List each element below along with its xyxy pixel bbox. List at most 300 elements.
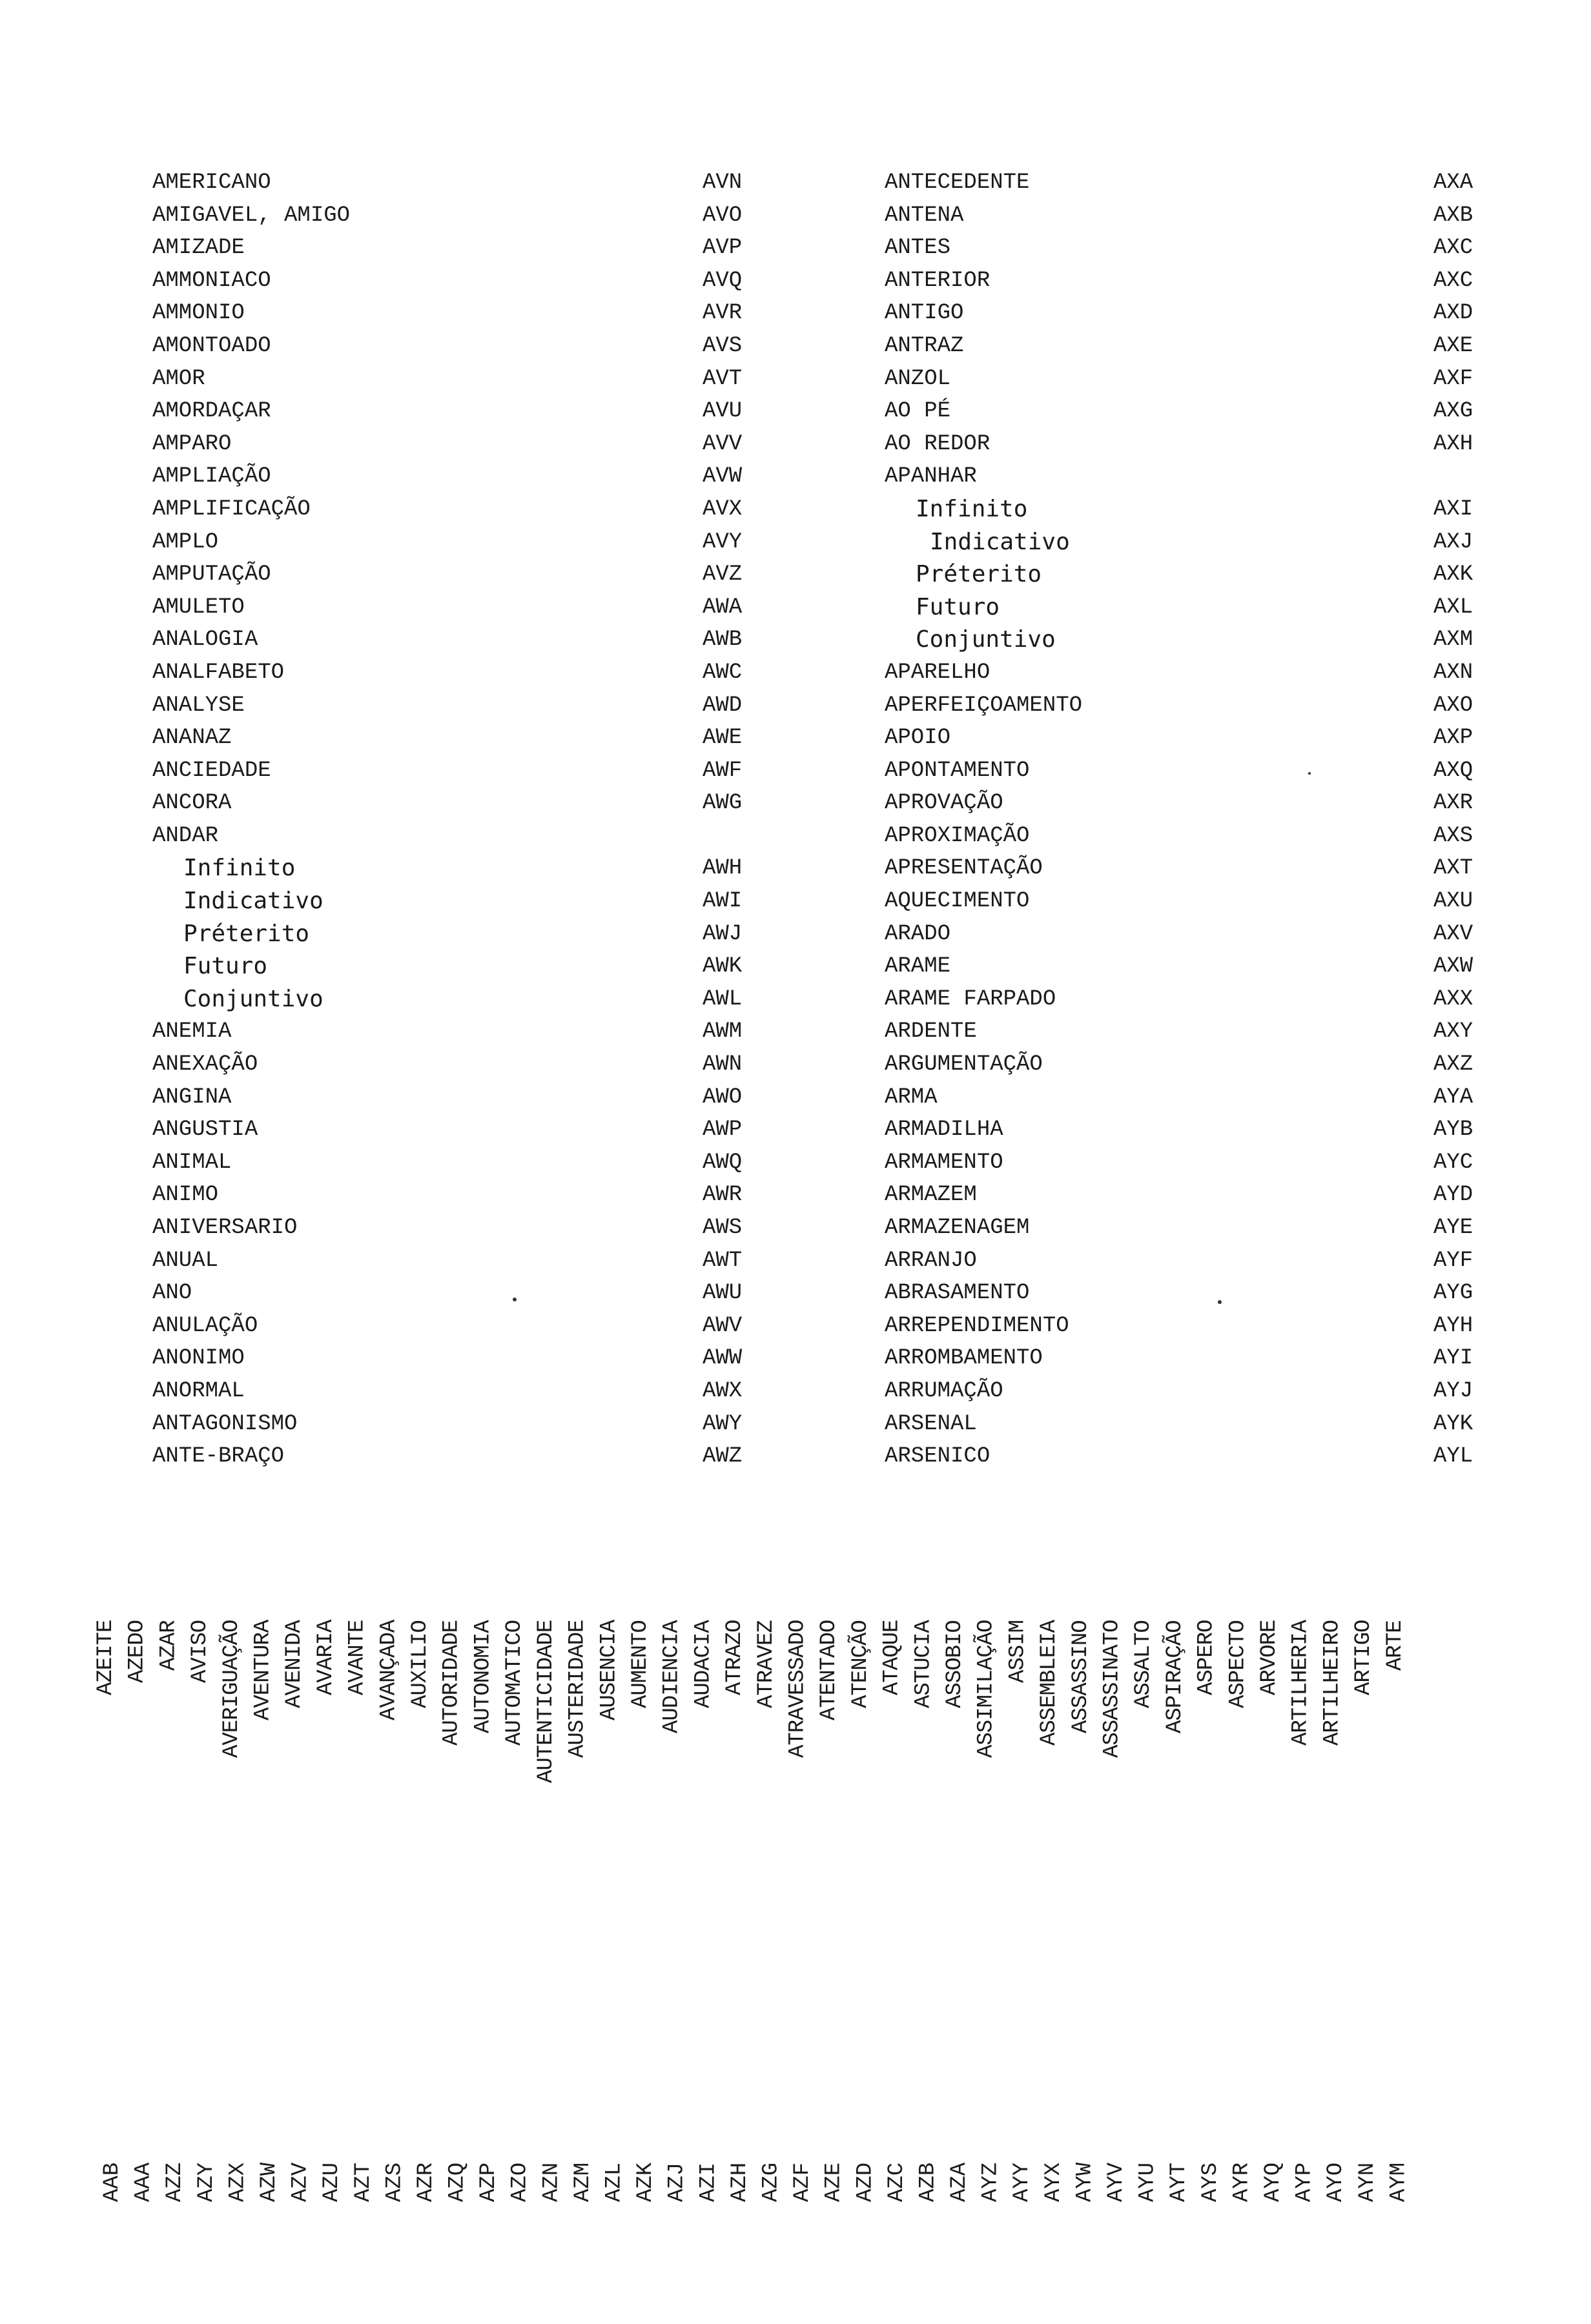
entry-row: [152, 1015, 798, 1048]
entry-code: AYL: [1433, 1444, 1473, 1469]
entry-code: AXY: [1433, 1019, 1473, 1045]
rotated-word: AVARIA: [313, 1620, 338, 1696]
rotated-code: AZE: [821, 2163, 847, 2203]
rotated-code: AZA: [947, 2163, 972, 2203]
entry-word: AMPLO: [152, 529, 219, 555]
entry-code: AWZ: [703, 1444, 743, 1469]
rotated-code: AZR: [413, 2163, 438, 2203]
rotated-code: AYU: [1135, 2163, 1160, 2203]
entry-code: AXS: [1433, 823, 1473, 848]
entry-word: ANIMO: [152, 1183, 219, 1208]
entry-row: [885, 1081, 1530, 1114]
entry-row: [885, 297, 1530, 330]
entry-code: AYA: [1433, 1085, 1473, 1110]
entry-row: [152, 1179, 798, 1212]
entry-word: AMOR: [152, 366, 205, 391]
entry-word: Préterito: [916, 561, 1042, 588]
ink-speck: [513, 1298, 517, 1301]
entry-word: ANTAGONISMO: [152, 1411, 298, 1436]
entry-code: AXB: [1433, 203, 1473, 228]
entry-word: AMULETO: [152, 595, 245, 620]
entry-word: ARGUMENTAÇÃO: [885, 1052, 1043, 1077]
entry-row: [152, 558, 798, 591]
entry-code: AWT: [703, 1248, 743, 1273]
entry-word: APONTAMENTO: [885, 758, 1030, 783]
entry-word: ARMA: [885, 1085, 938, 1110]
entry-row: [152, 167, 798, 199]
entry-code: AVO: [703, 203, 743, 228]
rotated-word: ATENTADO: [817, 1620, 842, 1721]
entry-code: AYI: [1433, 1346, 1473, 1371]
entry-code: AWE: [703, 726, 743, 751]
entry-word: ARROMBAMENTO: [885, 1346, 1043, 1371]
entry-code: AXM: [1433, 627, 1473, 653]
rotated-word: ASPERO: [1194, 1620, 1219, 1696]
entry-word: ARAME FARPADO: [885, 986, 1056, 1012]
entry-word: ANONIMO: [152, 1346, 245, 1371]
rotated-code: AZT: [351, 2163, 376, 2203]
entry-row: [885, 1408, 1530, 1441]
entry-code: AWN: [703, 1052, 743, 1077]
rotated-code: AYM: [1386, 2163, 1411, 2203]
rotated-word: ATRAVEZ: [754, 1620, 779, 1708]
entry-word: ARREPENDIMENTO: [885, 1313, 1069, 1338]
entry-row: [152, 755, 798, 788]
entry-code: AWG: [703, 791, 743, 816]
entry-code: AVT: [703, 366, 743, 391]
entry-word: AMONTOADO: [152, 333, 271, 358]
rotated-word: AVERIGUAÇÃO: [219, 1620, 244, 1758]
entry-row: [885, 787, 1530, 820]
entry-row: [885, 689, 1530, 722]
rotated-code: AYZ: [978, 2163, 1003, 2203]
entry-word: AMMONIO: [152, 301, 245, 326]
entry-code: AYG: [1433, 1281, 1473, 1306]
entry-word: APROVAÇÃO: [885, 791, 1003, 816]
entry-word: AMPLIAÇÃO: [152, 464, 271, 489]
entry-code: AVZ: [703, 562, 743, 587]
entry-code: AXE: [1433, 333, 1473, 358]
entry-code: AWU: [703, 1281, 743, 1306]
rotated-code: AZB: [916, 2163, 941, 2203]
entry-code: AXC: [1433, 236, 1473, 261]
entry-row: [152, 787, 798, 820]
entry-word: APROXIMAÇÃO: [885, 823, 1030, 848]
rotated-word: ATENÇÃO: [848, 1620, 873, 1708]
entry-row: [152, 1277, 798, 1310]
entry-code: AVX: [703, 496, 743, 522]
entry-word: Conjuntivo: [916, 626, 1056, 653]
entry-row: [152, 624, 798, 657]
rotated-code: AAB: [100, 2163, 125, 2203]
rotated-code: AZS: [382, 2163, 407, 2203]
entry-code: AXQ: [1433, 758, 1473, 783]
entry-code: AVY: [703, 529, 743, 555]
entry-word: Futuro: [916, 593, 1000, 620]
entry-row: [152, 1342, 798, 1375]
rotated-code: AYV: [1104, 2163, 1129, 2203]
entry-row: [152, 1375, 798, 1408]
entry-word: ANZOL: [885, 366, 951, 391]
entry-word: AMIZADE: [152, 236, 245, 261]
entry-code: AVR: [703, 301, 743, 326]
entry-code: AXZ: [1433, 1052, 1473, 1077]
entry-row: [152, 232, 798, 265]
sub-entry-row: [152, 885, 798, 918]
ink-speck: [1308, 772, 1311, 775]
entry-row: [885, 363, 1530, 396]
entry-row: [885, 755, 1530, 788]
rotated-word: ATRAZO: [723, 1620, 748, 1696]
rotated-word: AZEITE: [94, 1620, 118, 1696]
entry-row: [152, 1212, 798, 1245]
entry-word: ARRANJO: [885, 1248, 977, 1273]
entry-row: [885, 722, 1530, 755]
entry-word: ANTRAZ: [885, 333, 964, 358]
rotated-code: AYY: [1010, 2163, 1035, 2203]
entry-code: AWQ: [703, 1150, 743, 1175]
entry-code: AVP: [703, 236, 743, 261]
entry-word: Conjuntivo: [183, 985, 323, 1012]
entry-code: AVS: [703, 333, 743, 358]
entry-code: AVW: [703, 464, 743, 489]
entry-row: [152, 1245, 798, 1278]
entry-word: ANORMAL: [152, 1378, 245, 1403]
rotated-code: AZD: [853, 2163, 878, 2203]
entry-word: AMPARO: [152, 431, 232, 456]
entry-word: ANALOGIA: [152, 627, 258, 653]
entry-code: AYH: [1433, 1313, 1473, 1338]
entry-word: AO REDOR: [885, 431, 991, 456]
entry-code: AXJ: [1433, 529, 1473, 555]
entry-code: AWR: [703, 1183, 743, 1208]
rotated-word: AVISO: [188, 1620, 213, 1684]
rotated-word: AUTORIDADE: [439, 1620, 464, 1746]
rotated-word: ASSIMILAÇÃO: [974, 1620, 999, 1758]
rotated-word: AVANTE: [345, 1620, 370, 1696]
rotated-word: AUMENTO: [628, 1620, 653, 1708]
entry-row: [885, 1342, 1530, 1375]
rotated-code: AYW: [1073, 2163, 1098, 2203]
rotated-word: ASTUCIA: [911, 1620, 936, 1708]
entry-word: Préterito: [183, 920, 310, 947]
entry-word: ANTERIOR: [885, 268, 991, 293]
entry-row: [885, 820, 1530, 853]
entry-row: [885, 918, 1530, 951]
rotated-code: AYS: [1198, 2163, 1223, 2203]
entry-word: AMIGAVEL, AMIGO: [152, 203, 351, 228]
entry-word: ANULAÇÃO: [152, 1313, 258, 1338]
entry-code: AWW: [703, 1346, 743, 1371]
entry-row: [885, 199, 1530, 232]
entry-row: [152, 591, 798, 624]
entry-code: AXC: [1433, 268, 1473, 293]
entry-row: [885, 428, 1530, 461]
entry-row: [152, 1048, 798, 1081]
entry-code: AYK: [1433, 1411, 1473, 1436]
entry-word: ARSENICO: [885, 1444, 991, 1469]
rotated-word: AUSTERIDADE: [565, 1620, 590, 1758]
entry-code: AXU: [1433, 889, 1473, 914]
entry-row: [152, 820, 798, 853]
entry-row: [152, 265, 798, 298]
entry-code: AXA: [1433, 170, 1473, 195]
entry-word: ANO: [152, 1281, 192, 1306]
sub-entry-row: [885, 526, 1530, 559]
entry-row: [885, 1212, 1530, 1245]
entry-code: AWK: [703, 954, 743, 979]
entry-code: AWD: [703, 693, 743, 718]
entry-row: [885, 1048, 1530, 1081]
entry-code: AXO: [1433, 693, 1473, 718]
entry-word: ANTECEDENTE: [885, 170, 1030, 195]
entry-word: Infinito: [183, 855, 296, 882]
entry-code: AVV: [703, 431, 743, 456]
entry-word: ARDENTE: [885, 1019, 977, 1045]
entry-row: [152, 460, 798, 493]
sub-entry-row: [885, 493, 1530, 526]
entry-word: ARMAMENTO: [885, 1150, 1003, 1175]
entry-word: Futuro: [183, 953, 268, 980]
entry-code: AVN: [703, 170, 743, 195]
rotated-word: ARVORE: [1257, 1620, 1282, 1696]
sub-entry-row: [885, 558, 1530, 591]
entry-row: [152, 297, 798, 330]
rotated-word: AZAR: [156, 1620, 181, 1671]
entry-word: ANTENA: [885, 203, 964, 228]
entry-code: AYC: [1433, 1150, 1473, 1175]
rotated-code: AYN: [1355, 2163, 1380, 2203]
sub-entry-row: [885, 624, 1530, 657]
entry-code: AXD: [1433, 301, 1473, 326]
entry-word: ANTE-BRAÇO: [152, 1444, 285, 1469]
entry-word: ANEXAÇÃO: [152, 1052, 258, 1077]
entry-word: ARMADILHA: [885, 1117, 1003, 1143]
rotated-code: AAA: [131, 2163, 156, 2203]
entry-word: AMERICANO: [152, 170, 271, 195]
rotated-code: AYQ: [1260, 2163, 1286, 2203]
rotated-word: ARTILHEIRO: [1320, 1620, 1345, 1746]
entry-word: Indicativo: [183, 888, 323, 915]
entry-code: AXL: [1433, 595, 1473, 620]
entry-code: AXR: [1433, 791, 1473, 816]
rotated-code: AZK: [633, 2163, 659, 2203]
entry-row: [885, 1245, 1530, 1278]
rotated-code-list: [97, 2163, 1479, 2234]
entry-word: ANIMAL: [152, 1150, 232, 1175]
entry-word: APRESENTAÇÃO: [885, 856, 1043, 881]
entry-code: AXG: [1433, 399, 1473, 424]
entry-code: AXX: [1433, 986, 1473, 1012]
entry-row: [885, 395, 1530, 428]
sub-entry-row: [152, 983, 798, 1016]
entry-word: ANTES: [885, 236, 951, 261]
entry-row: [152, 1440, 798, 1473]
entry-word: ARADO: [885, 921, 951, 946]
entry-row: [885, 1440, 1530, 1473]
entry-row: [885, 1375, 1530, 1408]
rotated-code: AZV: [288, 2163, 313, 2203]
rotated-code: AYO: [1324, 2163, 1349, 2203]
entry-word: Indicativo: [930, 528, 1070, 555]
entry-row: [152, 330, 798, 363]
rotated-word: AUDACIA: [691, 1620, 716, 1708]
rotated-word: ARTILHERIA: [1288, 1620, 1313, 1746]
rotated-word: AVENIDA: [282, 1620, 307, 1708]
rotated-word: ASSOBIO: [942, 1620, 967, 1708]
entry-code: AVU: [703, 399, 743, 424]
entry-word: APOIO: [885, 726, 951, 751]
rotated-word: AUTONOMIA: [471, 1620, 496, 1733]
rotated-code: AYT: [1167, 2163, 1192, 2203]
entry-word: ARSENAL: [885, 1411, 977, 1436]
rotated-code: AZM: [570, 2163, 595, 2203]
entry-row: [885, 657, 1530, 689]
entry-code: AWV: [703, 1313, 743, 1338]
rotated-word: AZEDO: [125, 1620, 150, 1684]
entry-row: [152, 1114, 798, 1147]
entry-row: [152, 722, 798, 755]
entry-row: [885, 265, 1530, 298]
entry-row: [152, 395, 798, 428]
entry-word: ARMAZEM: [885, 1183, 977, 1208]
rotated-word-list: [90, 1620, 1485, 1879]
rotated-code: AZG: [759, 2163, 784, 2203]
entry-row: [152, 1310, 798, 1343]
rotated-word: AVENTURA: [251, 1620, 276, 1721]
entry-row: [885, 1179, 1530, 1212]
entry-row: [885, 1114, 1530, 1147]
entry-word: ANALYSE: [152, 693, 245, 718]
entry-code: AVQ: [703, 268, 743, 293]
entry-code: AWX: [703, 1378, 743, 1403]
entry-code: AWC: [703, 660, 743, 685]
rotated-word: ATAQUE: [879, 1620, 905, 1696]
entry-row: [885, 983, 1530, 1016]
rotated-word: ASSEMBLEIA: [1037, 1620, 1062, 1746]
entry-code: AWH: [703, 856, 743, 881]
rotated-word: ARTIGO: [1351, 1620, 1377, 1696]
entry-word: AMPLIFICAÇÃO: [152, 496, 311, 522]
entry-word: ABRASAMENTO: [885, 1281, 1030, 1306]
rotated-word: ASSIM: [1005, 1620, 1031, 1684]
entry-word: APERFEIÇOAMENTO: [885, 693, 1083, 718]
entry-word: ANANAZ: [152, 726, 232, 751]
rotated-word: AUTOMATICO: [502, 1620, 528, 1746]
rotated-word: ASSASSINATO: [1100, 1620, 1125, 1758]
entry-word: ANDAR: [152, 823, 219, 848]
left-code-column: [152, 167, 798, 1473]
entry-code: AWL: [703, 986, 743, 1012]
rotated-code: AYR: [1229, 2163, 1255, 2203]
entry-row: [885, 950, 1530, 983]
sub-entry-row: [885, 591, 1530, 624]
right-code-column: [885, 167, 1530, 1473]
rotated-word: ASPIRAÇÃO: [1162, 1620, 1187, 1733]
entry-code: AYE: [1433, 1216, 1473, 1240]
entry-word: ANALFABETO: [152, 660, 285, 685]
entry-row: [152, 1408, 798, 1441]
rotated-word: ASPECTO: [1226, 1620, 1251, 1708]
entry-code: AXK: [1433, 562, 1473, 587]
entry-word: ANUAL: [152, 1248, 219, 1273]
entry-code: AXI: [1433, 496, 1473, 522]
entry-code: AWA: [703, 595, 743, 620]
rotated-word: AUSENCIA: [597, 1620, 622, 1721]
entry-row: [152, 1081, 798, 1114]
rotated-word: AUDIENCIA: [659, 1620, 684, 1733]
entry-code: AWF: [703, 758, 743, 783]
rotated-code: AZO: [508, 2163, 533, 2203]
entry-word: AMPUTAÇÃO: [152, 562, 271, 587]
rotated-code: AZZ: [163, 2163, 188, 2203]
rotated-code: AZI: [696, 2163, 721, 2203]
entry-code: AYF: [1433, 1248, 1473, 1273]
entry-word: ANEMIA: [152, 1019, 232, 1045]
entry-row: [885, 1310, 1530, 1343]
rotated-code: AZF: [790, 2163, 816, 2203]
entry-row: [152, 363, 798, 396]
entry-row: [152, 1147, 798, 1179]
entry-code: AWI: [703, 889, 743, 914]
ink-speck: [1218, 1300, 1222, 1304]
entry-code: AYJ: [1433, 1378, 1473, 1403]
entry-row: [152, 428, 798, 461]
entry-code: AWO: [703, 1085, 743, 1110]
entry-code: AYB: [1433, 1117, 1473, 1143]
entry-row: [152, 689, 798, 722]
rotated-word: ATRAVESSADO: [785, 1620, 810, 1758]
entry-word: ANIVERSARIO: [152, 1216, 298, 1240]
rotated-code: AZC: [884, 2163, 909, 2203]
entry-word: APARELHO: [885, 660, 991, 685]
sub-entry-row: [152, 918, 798, 951]
entry-code: AWB: [703, 627, 743, 653]
entry-word: ANGUSTIA: [152, 1117, 258, 1143]
entry-code: AXH: [1433, 431, 1473, 456]
entry-word: ANGINA: [152, 1085, 232, 1110]
entry-row: [885, 330, 1530, 363]
rotated-code: AZX: [225, 2163, 251, 2203]
entry-row: [885, 852, 1530, 885]
entry-word: APANHAR: [885, 464, 977, 489]
rotated-word: ASSASSINO: [1068, 1620, 1093, 1733]
rotated-code: AZL: [602, 2163, 627, 2203]
entry-word: ANCORA: [152, 791, 232, 816]
entry-code: AXV: [1433, 921, 1473, 946]
rotated-word: ARTE: [1382, 1620, 1408, 1671]
entry-code: AXP: [1433, 726, 1473, 751]
rotated-code: AZN: [539, 2163, 564, 2203]
entry-word: ANTIGO: [885, 301, 964, 326]
entry-word: ARMAZENAGEM: [885, 1216, 1030, 1240]
entry-word: AMMONIACO: [152, 268, 271, 293]
entry-row: [885, 885, 1530, 918]
entry-word: AQUECIMENTO: [885, 889, 1030, 914]
rotated-code: AZQ: [445, 2163, 470, 2203]
entry-row: [885, 460, 1530, 493]
entry-code: AWS: [703, 1216, 743, 1240]
entry-row: [152, 493, 798, 526]
entry-code: AWM: [703, 1019, 743, 1045]
entry-row: [885, 1277, 1530, 1310]
entry-word: Infinito: [916, 495, 1028, 522]
entry-code: AWJ: [703, 921, 743, 946]
entry-word: AO PÉ: [885, 399, 951, 424]
entry-code: AXT: [1433, 856, 1473, 881]
entry-row: [152, 199, 798, 232]
rotated-code: AYX: [1041, 2163, 1066, 2203]
